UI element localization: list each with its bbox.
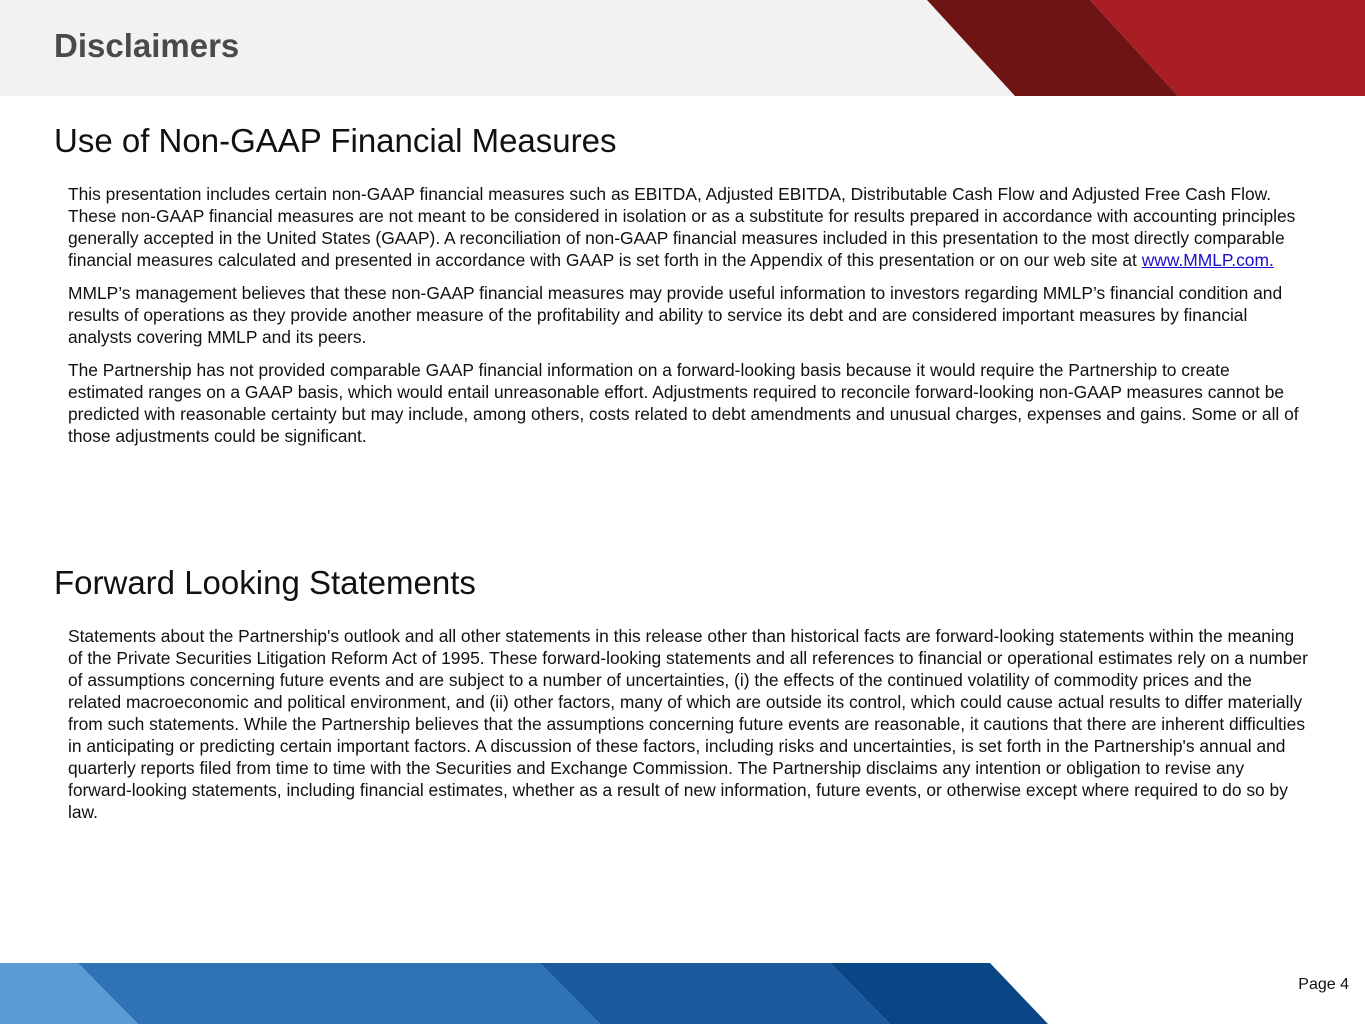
non-gaap-paragraph-2: MMLP’s management believes that these non-GAAP financial measures may provide useful information to investors regarding MMLP’s financial condition and results of operations as they provide another measure of the profitability and ability to service its debt and are considered important measures by financial analysts covering MMLP and its peers. [68, 283, 1283, 347]
non-gaap-heading: Use of Non-GAAP Financial Measures [54, 122, 617, 159]
non-gaap-paragraph-3: The Partnership has not provided comparable GAAP financial information on a forward-looking basis because it would require the Partnership to create estimated ranges on a GAAP basis, which would entail unreasonable effort. Adjustments required to reconcile forward-looking non-GAAP measures cannot be predicted with reasonable certainty but may include, among others, costs related to debt amendments and unusual charges, expenses and gains. Some or all of those adjustments could be significant. [68, 360, 1299, 446]
forward-looking-body [68, 625, 1308, 834]
footer-decoration [0, 963, 1365, 1024]
non-gaap-paragraph-1 [68, 183, 1308, 271]
footer-shape-blue [540, 963, 890, 1024]
footer-shape-mid-blue [78, 963, 600, 1024]
website-link[interactable]: www.MMLP.com. [1141, 250, 1274, 270]
non-gaap-body [68, 183, 1308, 458]
non-gaap-paragraph-1-text: This presentation includes certain non-GAAP financial measures such as EBITDA, Adjusted EBITDA, Distributable Cash Flow and Adjusted Free Cash Flow. These non-GAAP financial measures are not meant to be considered in isolation or as a substitute for results prepared in accordance with accounting principles generally accepted in the United States (GAAP). A reconciliation of non-GAAP financial measures included in this presentation to the most directly comparable financial measures calculated and presented in accordance with GAAP is set forth in the Appendix of this presentation or on our web site at [68, 184, 1296, 270]
page-number: Page 4 [1298, 976, 1349, 993]
forward-looking-heading: Forward Looking Statements [54, 564, 476, 601]
page-title: Disclaimers [54, 27, 240, 64]
forward-looking-paragraph: Statements about the Partnership's outlook and all other statements in this release other than historical facts are forward-looking statements within the meaning of the Private Securities Litigation Reform Act of 1995. These forward-looking statements and all references to financial or operational estimates rely on a number of assumptions concerning future events and are subject to a number of uncertainties, (i) the effects of the continued volatility of commodity prices and the related macroeconomic and political environment, and (ii) other factors, many of which are outside its control, which could cause actual results to differ materially from such statements. While the Partnership believes that the assumptions concerning future events are reasonable, it cautions that there are inherent difficulties in anticipating or predicting certain important factors. A discussion of these factors, including risks and uncertainties, is set forth in the Partnership's annual and quarterly reports filed from time to time with the Securities and Exchange Commission. The Partnership disclaims any intention or obligation to revise any forward-looking statements, including financial estimates, whether as a result of new information, future events, or otherwise except where required to do so by law. [68, 626, 1308, 822]
